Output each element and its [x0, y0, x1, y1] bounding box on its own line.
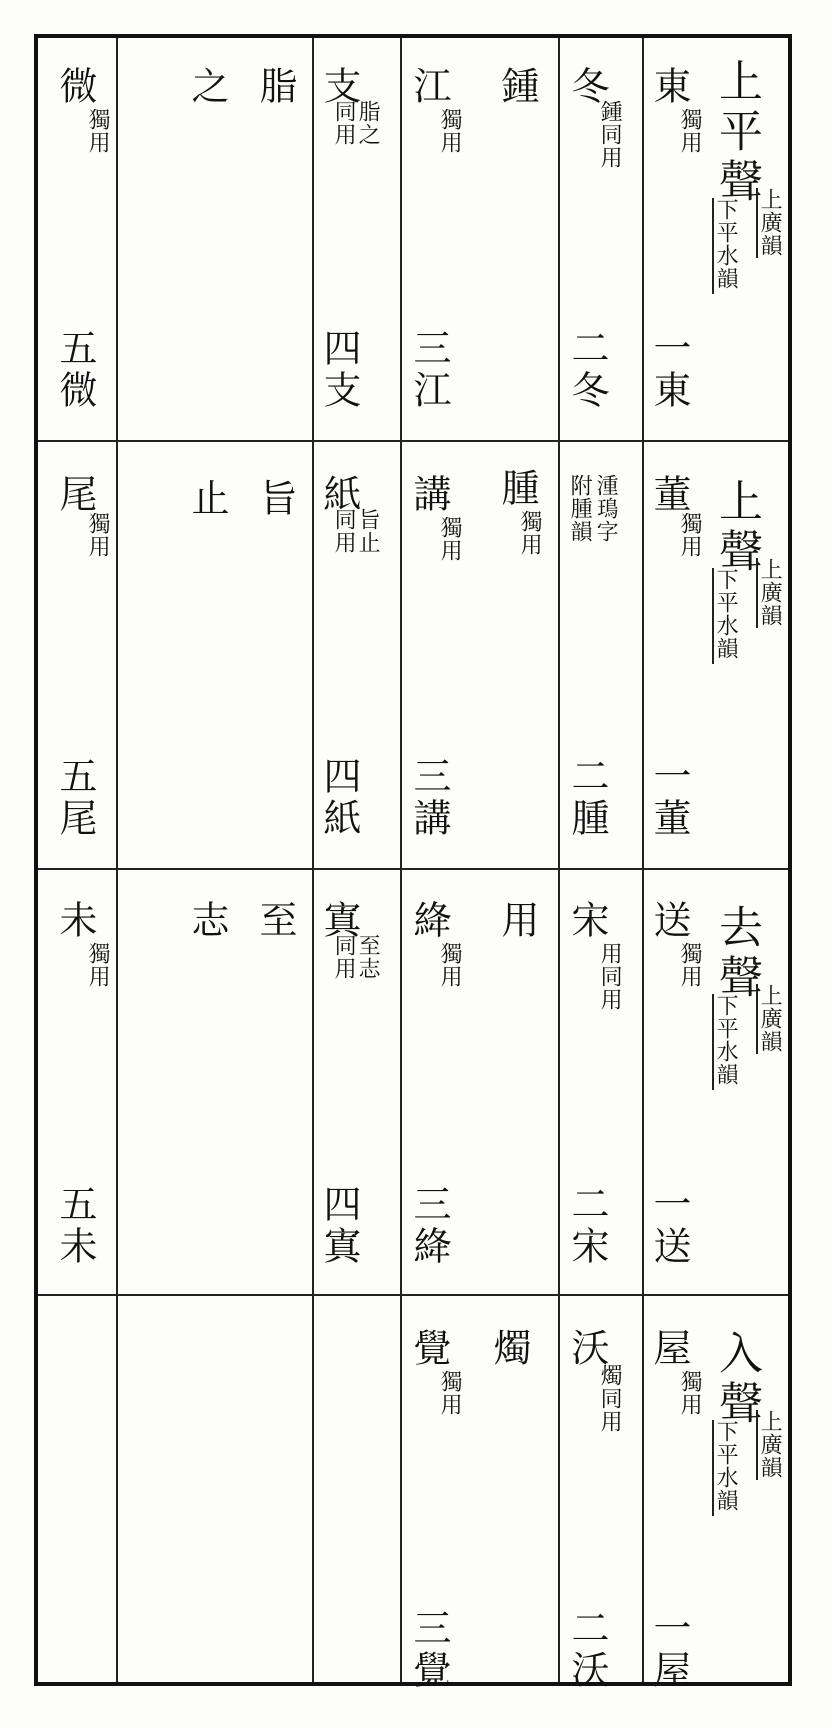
tone-label: 上平聲 — [711, 58, 762, 208]
rhyme-char: 絳 — [407, 900, 451, 940]
rhyme-char: 屋 — [647, 1328, 691, 1368]
rhyme-char: 鍾 — [495, 66, 539, 106]
usage-note: 獨用 — [517, 510, 543, 556]
usage-note: 旨止 — [355, 508, 381, 554]
note-right: 上廣韻 — [757, 558, 783, 627]
usage-note: 獨用 — [677, 512, 703, 558]
note-right: 上廣韻 — [757, 1410, 783, 1479]
column-divider — [642, 38, 644, 1682]
rhyme-char: 冬 — [565, 66, 609, 106]
usage-note: 至志 — [355, 934, 381, 980]
rhyme-char: 志 — [185, 900, 229, 940]
usage-note: 同用 — [331, 934, 357, 980]
rhyme-char: 東 — [647, 66, 691, 106]
rhyme-char: 覺 — [407, 1328, 451, 1368]
usage-note: 獨用 — [85, 108, 111, 154]
row-divider — [38, 440, 788, 442]
bracket — [756, 1410, 758, 1480]
usage-note: 獨用 — [437, 516, 463, 562]
rhyme-char: 尾 — [53, 474, 97, 514]
usage-note: 湩鳿字 — [593, 474, 619, 543]
row-divider — [38, 1294, 788, 1296]
column-divider — [400, 38, 402, 1682]
column-divider — [558, 38, 560, 1682]
usage-note: 獨用 — [85, 942, 111, 988]
rhyme-char: 之 — [185, 66, 229, 106]
rhyme-char: 燭 — [487, 1328, 531, 1368]
tone-label: 去聲 — [711, 904, 762, 1004]
usage-note: 獨用 — [437, 942, 463, 988]
rhyme-number: 一董 — [647, 756, 691, 840]
rhyme-table — [34, 34, 792, 1692]
rhyme-char: 未 — [53, 900, 97, 940]
bracket — [712, 994, 714, 1090]
note-left: 下平水韻 — [713, 568, 739, 660]
tone-label: 入聲 — [711, 1330, 762, 1430]
rhyme-char: 講 — [407, 474, 451, 514]
bracket — [756, 558, 758, 628]
usage-note: 脂之 — [355, 100, 381, 146]
bracket — [756, 984, 758, 1054]
rhyme-char: 沃 — [565, 1328, 609, 1368]
rhyme-char: 旨 — [253, 478, 297, 518]
rhyme-number: 四紙 — [317, 756, 361, 840]
rhyme-number: 二宋 — [565, 1184, 609, 1268]
rhyme-char: 紙 — [317, 474, 361, 514]
row-divider — [38, 868, 788, 870]
rhyme-char: 腫 — [495, 468, 539, 508]
rhyme-char: 支 — [317, 66, 361, 106]
usage-note: 鍾同用 — [597, 100, 623, 169]
bracket — [756, 188, 758, 258]
usage-note: 同用 — [331, 100, 357, 146]
rhyme-number: 五尾 — [53, 756, 97, 840]
rhyme-number: 五未 — [53, 1184, 97, 1268]
usage-note: 獨用 — [85, 512, 111, 558]
rhyme-number: 三絳 — [407, 1184, 451, 1268]
rhyme-char: 用 — [495, 900, 539, 940]
column-divider — [312, 38, 314, 1682]
rhyme-number: 二腫 — [565, 756, 609, 840]
rhyme-number: 一東 — [647, 328, 691, 412]
note-right: 上廣韻 — [757, 188, 783, 257]
rhyme-number: 三覺 — [407, 1608, 451, 1692]
rhyme-number: 三講 — [407, 756, 451, 840]
usage-note: 獨用 — [437, 1370, 463, 1416]
rhyme-number: 五微 — [53, 328, 97, 412]
usage-note: 獨用 — [677, 108, 703, 154]
rhyme-char: 江 — [407, 66, 451, 106]
note-left: 下平水韻 — [713, 198, 739, 290]
rhyme-char: 微 — [53, 66, 97, 106]
rhyme-char: 宋 — [565, 900, 609, 940]
bracket — [712, 1420, 714, 1516]
rhyme-number: 三江 — [407, 328, 451, 412]
column-divider — [116, 38, 118, 1682]
usage-note: 獨用 — [677, 1370, 703, 1416]
rhyme-char: 至 — [253, 900, 297, 940]
rhyme-number: 一送 — [647, 1184, 691, 1268]
rhyme-char: 脂 — [253, 66, 297, 106]
rhyme-number: 四支 — [317, 328, 361, 412]
note-left: 下平水韻 — [713, 1420, 739, 1512]
rhyme-char: 寘 — [317, 900, 361, 940]
rhyme-number: 二冬 — [565, 328, 609, 412]
rhyme-char: 董 — [647, 474, 691, 514]
rhyme-char: 止 — [185, 478, 229, 518]
usage-note: 獨用 — [437, 108, 463, 154]
rhyme-number: 二沃 — [565, 1608, 609, 1692]
usage-note: 同用 — [331, 508, 357, 554]
rhyme-number: 四寘 — [317, 1184, 361, 1268]
note-left: 下平水韻 — [713, 994, 739, 1086]
rhyme-number: 一屋 — [647, 1608, 691, 1692]
note-right: 上廣韻 — [757, 984, 783, 1053]
tone-label: 上聲 — [711, 478, 762, 578]
bracket — [712, 198, 714, 294]
usage-note: 用同用 — [597, 942, 623, 1011]
rhyme-char: 送 — [647, 900, 691, 940]
usage-note: 附腫韻 — [567, 474, 593, 543]
usage-note: 燭同用 — [597, 1364, 623, 1433]
usage-note: 獨用 — [677, 942, 703, 988]
bracket — [712, 568, 714, 664]
